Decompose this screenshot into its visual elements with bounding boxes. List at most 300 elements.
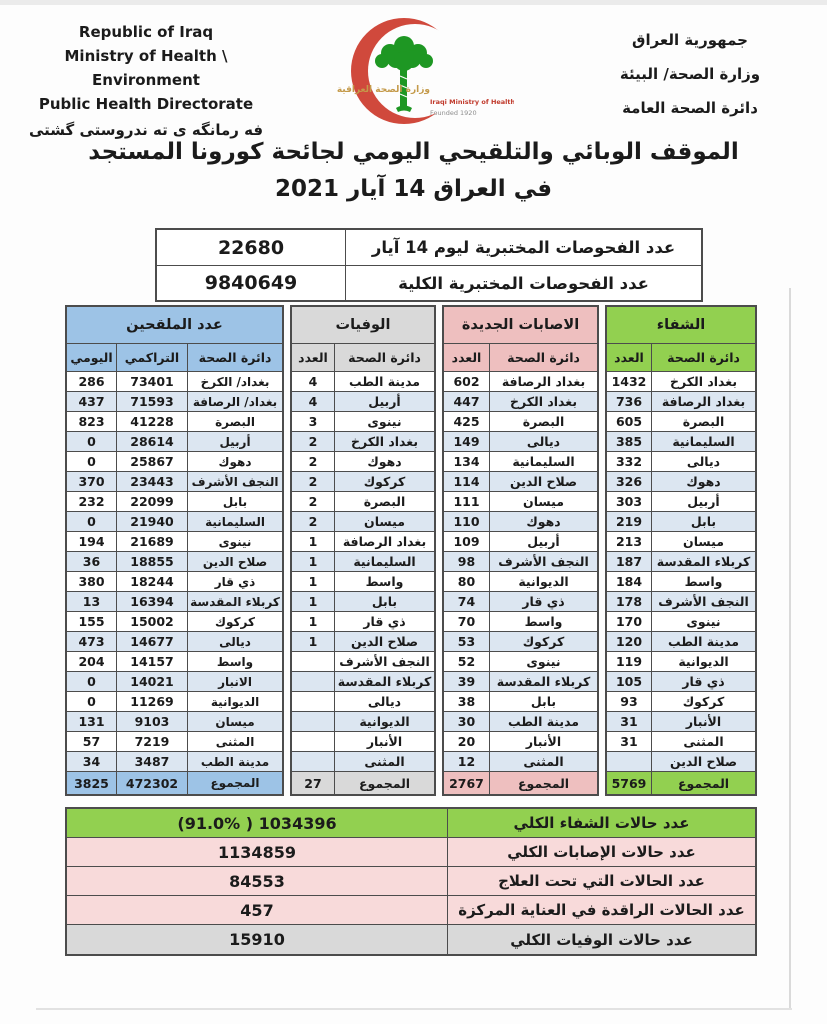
directorate-name: بغداد الرصافة <box>489 372 597 391</box>
page-title-line1: الموقف الوبائي والتلقيحي اليومي لجائحة كورونا المستجد <box>88 139 739 165</box>
directorate-name: كركوك <box>187 612 282 631</box>
directorate-name: كركوك <box>334 472 434 491</box>
recovery-table-title: الشفاء <box>607 307 755 344</box>
table-row <box>67 472 282 492</box>
table-row <box>607 412 755 432</box>
directorate-name: نينوى <box>489 652 597 671</box>
directorate-name: ديالى <box>489 432 597 451</box>
total-tests-value: 9840649 <box>204 272 298 294</box>
table-row <box>444 612 597 632</box>
table-row <box>444 632 597 652</box>
directorate-name: أربيل <box>489 532 597 551</box>
vaccinated-rows <box>67 372 282 772</box>
table-row <box>607 432 755 452</box>
daily-value: 204 <box>78 654 105 669</box>
daily-value: 437 <box>78 394 105 409</box>
count-value: 119 <box>615 654 643 669</box>
ministry-logo <box>336 8 514 138</box>
column-header-directorate: دائرة الصحة <box>334 344 434 371</box>
daily-value: 194 <box>78 534 105 549</box>
count-value: 2 <box>308 434 318 449</box>
table-row <box>292 712 434 732</box>
summary-label: عدد حالات الوفيات الكلي <box>447 925 755 954</box>
table-row <box>292 652 434 672</box>
count-value: 187 <box>615 554 643 569</box>
header-english-line3: Public Health Directorate <box>38 95 254 113</box>
table-row <box>67 652 282 672</box>
count-value: 98 <box>457 554 476 569</box>
logo-founded-text: Founded 1920 <box>430 109 477 117</box>
directorate-name: ميسان <box>651 532 755 551</box>
cumulative-value: 16394 <box>116 592 187 611</box>
directorate-name: المثنى <box>187 732 282 751</box>
directorate-name: نينوى <box>651 612 755 631</box>
directorate-name: صلاح الدين <box>651 752 755 771</box>
table-row <box>444 452 597 472</box>
table-row <box>444 372 597 392</box>
summary-value: (91.0% ) 1034396 <box>177 813 337 833</box>
count-value: 3 <box>308 414 318 429</box>
table-row <box>292 372 434 392</box>
summary-value: 15910 <box>229 930 285 949</box>
directorate-name: البصرة <box>334 492 434 511</box>
table-row <box>67 512 282 532</box>
table-row <box>67 752 282 772</box>
daily-value: 0 <box>87 454 96 469</box>
table-row <box>67 712 282 732</box>
cumulative-value: 14021 <box>116 672 187 691</box>
directorate-name: نينوى <box>187 532 282 551</box>
count-value: 1 <box>308 634 318 649</box>
count-value: 4 <box>308 374 318 389</box>
cumulative-value: 21689 <box>116 532 187 551</box>
count-value: 303 <box>615 494 643 509</box>
cumulative-value: 14677 <box>116 632 187 651</box>
directorate-name: صلاح الدين <box>489 472 597 491</box>
count-value: 184 <box>615 574 643 589</box>
table-row <box>444 692 597 712</box>
directorate-name: بابل <box>334 592 434 611</box>
count-value: 602 <box>453 374 480 389</box>
photo-edge-top <box>0 0 827 5</box>
count-value: 31 <box>620 714 638 729</box>
table-row <box>607 592 755 612</box>
cumulative-value: 9103 <box>116 712 187 731</box>
count-value <box>292 712 334 731</box>
directorate-name: الأنبار <box>489 732 597 751</box>
header-english-line1: Republic of Iraq <box>78 23 214 41</box>
daily-value: 0 <box>87 514 96 529</box>
column-header-directorate: دائرة الصحة <box>651 344 755 371</box>
header-arabic-line2: وزارة الصحة/ البيئة <box>619 64 761 83</box>
directorate-name: صلاح الدين <box>334 632 434 651</box>
count-value: 326 <box>615 474 643 489</box>
table-row <box>607 492 755 512</box>
total-label: المجموع <box>651 772 755 794</box>
header-arabic-line1: جمهورية العراق <box>632 31 748 49</box>
directorate-name: بغداد/ الرصافة <box>187 392 282 411</box>
directorate-name: النجف الأشرف <box>651 592 755 611</box>
summary-value: 457 <box>240 900 274 920</box>
cumulative-value: 21940 <box>116 512 187 531</box>
header-kurdish-line: فه رمانگه ى ته ندروستى گشتى <box>28 121 264 139</box>
count-value <box>292 732 334 751</box>
table-row <box>607 712 755 732</box>
count-value: 30 <box>457 714 476 729</box>
count-value: 31 <box>620 734 638 749</box>
cumulative-value: 28614 <box>116 432 187 451</box>
table-row <box>67 592 282 612</box>
infections-rows <box>444 372 597 772</box>
count-value: 120 <box>615 634 643 649</box>
table-row <box>607 472 755 492</box>
count-value: 332 <box>615 454 643 469</box>
table-row <box>292 492 434 512</box>
table-row <box>292 392 434 412</box>
directorate-name: كربلاء المقدسة <box>489 672 597 691</box>
table-row <box>607 372 755 392</box>
directorate-name: دهوك <box>651 472 755 491</box>
count-value: 110 <box>453 514 480 529</box>
summary-value: 84553 <box>229 871 285 891</box>
count-value: 219 <box>615 514 643 529</box>
directorate-name: المثنى <box>489 752 597 771</box>
directorate-name: نينوى <box>334 412 434 431</box>
table-row <box>67 672 282 692</box>
directorate-name: بغداد/ الكرخ <box>187 372 282 391</box>
cumulative-value: 3487 <box>116 752 187 771</box>
directorate-name: المثنى <box>651 732 755 751</box>
column-header-cumulative: التراكمي <box>116 344 187 371</box>
table-row <box>292 512 434 532</box>
directorate-name: ذي قار <box>187 572 282 591</box>
count-value: 178 <box>615 594 643 609</box>
table-row <box>292 592 434 612</box>
directorate-name: واسط <box>651 572 755 591</box>
directorate-name: بغداد الكرخ <box>334 432 434 451</box>
directorate-name: النجف الأشرف <box>187 472 282 491</box>
daily-value: 155 <box>78 614 105 629</box>
summary-row-total-deaths <box>67 925 755 954</box>
directorate-name: كربلاء المقدسة <box>334 672 434 691</box>
count-value <box>292 692 334 711</box>
total-label: المجموع <box>334 772 434 794</box>
count-value: 385 <box>615 434 643 449</box>
daily-value: 370 <box>78 474 105 489</box>
directorate-name: مدينة الطب <box>489 712 597 731</box>
table-row <box>444 572 597 592</box>
table-row <box>67 632 282 652</box>
table-row <box>292 632 434 652</box>
summary-label: عدد الحالات الراقدة في العناية المركزة <box>447 896 755 924</box>
count-value: 4 <box>308 394 318 409</box>
directorate-name: أربيل <box>187 432 282 451</box>
cumulative-value: 14157 <box>116 652 187 671</box>
directorate-name: ديالى <box>651 452 755 471</box>
directorate-name: بابل <box>651 512 755 531</box>
daily-value: 13 <box>82 594 101 609</box>
column-header-daily: اليومي <box>70 350 113 365</box>
directorate-name: الديوانية <box>651 652 755 671</box>
daily-value: 0 <box>87 674 96 689</box>
count-value <box>292 672 334 691</box>
table-row <box>67 392 282 412</box>
summary-row-total-recoveries <box>67 809 755 838</box>
table-row <box>67 572 282 592</box>
daily-value: 36 <box>82 554 101 569</box>
directorate-name: بغداد الكرخ <box>651 372 755 391</box>
count-value: 52 <box>457 654 476 669</box>
directorate-name: بغداد الرصافة <box>334 532 434 551</box>
daily-value: 286 <box>78 374 105 389</box>
count-value: 2 <box>308 514 318 529</box>
recovery-table <box>605 305 757 796</box>
total-tests-label: عدد الفحوصات المختبرية الكلية <box>345 266 701 300</box>
infections-table-title: الاصابات الجديدة <box>444 307 597 344</box>
header-english <box>16 20 276 142</box>
count-value: 425 <box>453 414 480 429</box>
count-value <box>607 752 651 771</box>
count-value: 1 <box>308 614 318 629</box>
directorate-name: مدينة الطب <box>187 752 282 771</box>
count-value <box>292 752 334 771</box>
directorate-name: المثنى <box>334 752 434 771</box>
count-value: 2 <box>308 494 318 509</box>
count-value: 111 <box>453 494 480 509</box>
count-value: 12 <box>457 754 476 769</box>
column-header-directorate: دائرة الصحة <box>187 344 282 371</box>
cumulative-value: 23443 <box>116 472 187 491</box>
table-row <box>607 512 755 532</box>
new-infections-table <box>442 305 599 796</box>
directorate-name: السليمانية <box>489 452 597 471</box>
directorate-name: ميسان <box>187 712 282 731</box>
total-label: المجموع <box>187 772 282 794</box>
directorate-name: ذي قار <box>489 592 597 611</box>
summary-row-under-treatment <box>67 867 755 896</box>
count-value: 38 <box>457 694 476 709</box>
table-row <box>67 452 282 472</box>
table-row <box>292 752 434 772</box>
table-row <box>444 752 597 772</box>
directorate-name: ديالى <box>334 692 434 711</box>
count-value: 736 <box>615 394 643 409</box>
count-value: 53 <box>457 634 476 649</box>
header-english-line2: Ministry of Health \ Environment <box>64 47 228 89</box>
total-value: 27 <box>304 775 322 791</box>
directorate-name: دهوك <box>334 452 434 471</box>
count-value: 74 <box>457 594 476 609</box>
daily-value: 380 <box>78 574 105 589</box>
directorate-name: مدينة الطب <box>334 372 434 391</box>
directorate-name: الأنبار <box>651 712 755 731</box>
count-value: 605 <box>615 414 643 429</box>
directorate-name: مدينة الطب <box>651 632 755 651</box>
cumulative-value: 18244 <box>116 572 187 591</box>
table-row <box>607 572 755 592</box>
directorate-name: كركوك <box>651 692 755 711</box>
table-row <box>607 652 755 672</box>
cumulative-value: 7219 <box>116 732 187 751</box>
summary-value: 1134859 <box>218 842 296 862</box>
directorate-name: ذي قار <box>334 612 434 631</box>
vaccinated-table-title: عدد الملقحين <box>67 307 282 344</box>
total-tests-row <box>157 265 701 300</box>
ministry-logo-crescent-tree-icon <box>336 8 514 138</box>
directorate-name: كربلاء المقدسة <box>651 552 755 571</box>
total-label: المجموع <box>489 772 597 794</box>
summary-label: عدد حالات الإصابات الكلي <box>447 838 755 866</box>
cumulative-value: 41228 <box>116 412 187 431</box>
table-row <box>607 552 755 572</box>
table-row <box>444 412 597 432</box>
daily-tests-value: 22680 <box>217 236 285 259</box>
deaths-column-headers <box>292 344 434 372</box>
table-row <box>607 692 755 712</box>
directorate-name: واسط <box>489 612 597 631</box>
table-row <box>607 752 755 772</box>
count-value: 2 <box>308 474 318 489</box>
daily-value: 0 <box>87 434 96 449</box>
count-value: 1 <box>308 574 318 589</box>
infections-column-headers <box>444 344 597 372</box>
table-row <box>292 732 434 752</box>
directorate-name: صلاح الدين <box>187 552 282 571</box>
deaths-table <box>290 305 436 796</box>
cumulative-value: 18855 <box>116 552 187 571</box>
count-value: 20 <box>457 734 476 749</box>
count-value: 134 <box>453 454 480 469</box>
summary-label: عدد الحالات التي تحت العلاج <box>447 867 755 895</box>
table-row <box>444 712 597 732</box>
daily-tests-label: عدد الفحوصات المختبرية ليوم 14 آيار <box>345 230 701 265</box>
total-value: 5769 <box>611 775 647 791</box>
table-row <box>67 492 282 512</box>
column-header-count: العدد <box>614 350 644 365</box>
count-value: 447 <box>453 394 480 409</box>
table-row <box>444 512 597 532</box>
infections-total-row <box>444 772 597 794</box>
vaccinated-column-headers <box>67 344 282 372</box>
directorate-name: بغداد الكرخ <box>489 392 597 411</box>
statistics-tables <box>65 305 757 796</box>
table-row <box>292 612 434 632</box>
column-header-count: العدد <box>451 350 482 365</box>
directorate-name: ديالى <box>187 632 282 651</box>
daily-value: 0 <box>87 694 96 709</box>
table-row <box>292 692 434 712</box>
column-header-directorate: دائرة الصحة <box>489 344 597 371</box>
directorate-name: أربيل <box>334 392 434 411</box>
table-row <box>292 432 434 452</box>
summary-row-icu-cases <box>67 896 755 925</box>
count-value: 1 <box>308 594 318 609</box>
cumulative-value: 73401 <box>116 372 187 391</box>
table-row <box>292 452 434 472</box>
daily-value: 823 <box>78 414 105 429</box>
directorate-name: واسط <box>334 572 434 591</box>
cumulative-value: 15002 <box>116 612 187 631</box>
count-value: 93 <box>620 694 638 709</box>
count-value: 149 <box>453 434 480 449</box>
summary-label: عدد حالات الشفاء الكلي <box>447 809 755 837</box>
table-row <box>607 452 755 472</box>
directorate-name: دهوك <box>489 512 597 531</box>
daily-value: 232 <box>78 494 105 509</box>
directorate-name: الديوانية <box>187 692 282 711</box>
table-row <box>67 412 282 432</box>
directorate-name: ميسان <box>489 492 597 511</box>
table-row <box>607 632 755 652</box>
directorate-name: الديوانية <box>334 712 434 731</box>
table-row <box>444 472 597 492</box>
count-value: 70 <box>457 614 476 629</box>
directorate-name: دهوك <box>187 452 282 471</box>
directorate-name: الأنبار <box>334 732 434 751</box>
count-value: 105 <box>615 674 643 689</box>
directorate-name: الانبار <box>187 672 282 691</box>
lab-tests-table <box>155 228 703 302</box>
directorate-name: كركوك <box>489 632 597 651</box>
header-arabic <box>572 24 808 125</box>
count-value: 114 <box>453 474 480 489</box>
count-value: 1432 <box>611 374 647 389</box>
directorate-name: بابل <box>187 492 282 511</box>
daily-tests-row <box>157 230 701 265</box>
directorate-name: واسط <box>187 652 282 671</box>
table-row <box>67 532 282 552</box>
table-row <box>444 532 597 552</box>
daily-value: 131 <box>78 714 105 729</box>
directorate-name: النجف الأشرف <box>489 552 597 571</box>
directorate-name: أربيل <box>651 492 755 511</box>
table-row <box>292 412 434 432</box>
page-title-line2: في العراق 14 آيار 2021 <box>274 176 553 203</box>
vaccinated-table <box>65 305 284 796</box>
daily-value: 473 <box>78 634 105 649</box>
directorate-name: بابل <box>489 692 597 711</box>
table-row <box>444 392 597 412</box>
directorate-name: بغداد الرصافة <box>651 392 755 411</box>
table-row <box>292 572 434 592</box>
directorate-name: البصرة <box>489 412 597 431</box>
column-header-count: العدد <box>298 350 328 365</box>
directorate-name: ميسان <box>334 512 434 531</box>
table-row <box>444 432 597 452</box>
directorate-name: السليمانية <box>651 432 755 451</box>
daily-value: 57 <box>82 734 101 749</box>
count-value: 39 <box>457 674 476 689</box>
summary-row-total-infections <box>67 838 755 867</box>
recovery-rows <box>607 372 755 772</box>
count-value: 1 <box>308 534 318 549</box>
table-row <box>67 612 282 632</box>
directorate-name: كربلاء المقدسة <box>187 592 282 611</box>
cumulative-value: 11269 <box>116 692 187 711</box>
count-value: 80 <box>457 574 476 589</box>
recovery-total-row <box>607 772 755 794</box>
table-row <box>607 392 755 412</box>
directorate-name: الديوانية <box>489 572 597 591</box>
table-row <box>607 612 755 632</box>
table-row <box>607 532 755 552</box>
cumulative-value: 25867 <box>116 452 187 471</box>
table-row <box>292 552 434 572</box>
deaths-rows <box>292 372 434 772</box>
count-value: 1 <box>308 554 318 569</box>
total-cumulative-value: 472302 <box>116 772 187 794</box>
total-daily-value: 3825 <box>74 775 109 791</box>
